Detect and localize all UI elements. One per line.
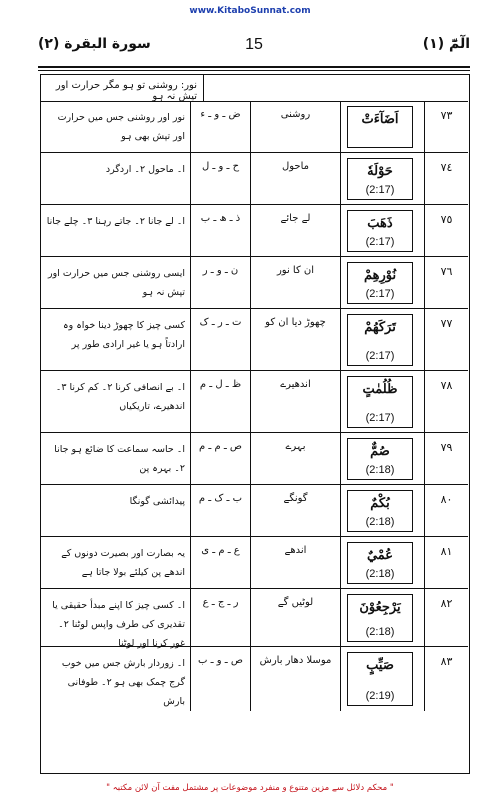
row-number: ٧٤ <box>440 161 453 174</box>
meaning-cell <box>41 101 191 152</box>
meaning-text: ا۔ حاسہ سماعت کا ضائع ہو جانا ۲۔ بہرہ پن <box>54 444 185 474</box>
simple-meaning: اندھے <box>284 545 307 556</box>
verse-reference: (2:17) <box>365 184 395 196</box>
simple-meaning: اندھیرے <box>280 379 311 390</box>
number-cell <box>425 371 468 432</box>
meaning-text: ا۔ زوردار بارش جس میں خوب گرج چمک بھی ہو ۲۔ طوفانی بارش <box>61 658 185 707</box>
row-number: ٧٦ <box>440 265 453 278</box>
simple-meaning-cell <box>251 257 341 308</box>
row-number: ٨٢ <box>440 597 453 610</box>
arabic-word: ظُلُمٰتٍ <box>362 382 398 397</box>
word-cell <box>341 537 425 588</box>
table-row <box>41 101 468 153</box>
row-number: ٧٥ <box>440 213 453 226</box>
verse-reference: (2:18) <box>365 464 395 476</box>
row-number: ٧٨ <box>440 379 453 392</box>
word-box <box>347 262 413 304</box>
root-cell <box>191 153 251 204</box>
simple-meaning: چھوڑ دیا ان کو <box>265 317 326 328</box>
root-cell <box>191 101 251 152</box>
row-number: ٨١ <box>440 545 453 558</box>
word-box <box>347 106 413 148</box>
simple-meaning: ماحول <box>281 161 310 172</box>
surah-title: سورة البقرة (٢) <box>38 36 151 52</box>
root-cell <box>191 589 251 646</box>
root-cell <box>191 433 251 484</box>
meaning-cell <box>41 433 191 484</box>
root-cell <box>191 257 251 308</box>
site-url[interactable]: www.KitaboSunnat.com <box>189 6 311 16</box>
simple-meaning: لوٹیں گے <box>277 597 314 608</box>
arabic-word: اَضَآءَتْ <box>361 112 399 127</box>
meaning-text: نور اور روشنی جس میں حرارت اور تپش بھی ہو <box>57 112 185 142</box>
verse-reference: (2:17) <box>365 236 395 248</box>
arabic-word: صُمٌّ <box>370 444 390 459</box>
number-cell <box>425 589 468 646</box>
simple-meaning-cell <box>251 371 341 432</box>
word-cell <box>341 589 425 646</box>
word-box <box>347 652 413 706</box>
table-row <box>41 647 468 711</box>
root-cell <box>191 309 251 370</box>
table-row <box>41 433 468 485</box>
meaning-cell <box>41 371 191 432</box>
simple-meaning: روشنی <box>280 109 311 120</box>
verse-reference: (2:17) <box>365 412 395 424</box>
meaning-cell <box>41 589 191 649</box>
simple-meaning-cell <box>251 101 341 152</box>
arabic-word: عُمْيٌ <box>366 548 394 563</box>
table-row <box>41 371 468 433</box>
number-cell <box>425 205 468 256</box>
meaning-cell <box>41 537 191 588</box>
arabic-word: صَيِّبٍ <box>366 658 394 673</box>
meaning-cell <box>41 647 191 711</box>
number-cell <box>425 101 468 152</box>
word-box <box>347 490 413 532</box>
row-number: ٧٧ <box>440 317 453 330</box>
simple-meaning: موسلا دھار بارش <box>259 655 332 666</box>
verse-reference: (2:18) <box>365 568 395 580</box>
root-cell <box>191 371 251 432</box>
arabic-word: ذَهَبَ <box>367 216 393 231</box>
simple-meaning: گونگے <box>283 493 308 504</box>
header-rule-thin <box>38 70 470 71</box>
meaning-text: ا۔ لے جانا ۲۔ جاتے رہنا ۳۔ چلے جانا <box>46 216 185 227</box>
table-row <box>41 537 468 589</box>
simple-meaning: بہرے <box>285 441 306 452</box>
word-cell <box>341 485 425 536</box>
table-row <box>41 485 468 537</box>
word-box <box>347 542 413 584</box>
row-number: ٨٠ <box>440 493 453 506</box>
root-letters: ذ ـ ھ ـ ب <box>200 213 241 224</box>
row-number: ٧٩ <box>440 441 453 454</box>
header-rule <box>38 66 470 68</box>
verse-reference: (2:18) <box>365 516 395 528</box>
root-letters: ص ـ و ـ ب <box>198 655 243 666</box>
meaning-text: پیدائشی گونگا <box>129 496 185 507</box>
verse-reference: (2:19) <box>365 690 395 702</box>
number-cell <box>425 485 468 536</box>
table-row <box>41 257 468 309</box>
number-cell <box>425 153 468 204</box>
simple-meaning-cell <box>251 309 341 370</box>
page-number: 15 <box>245 36 263 53</box>
word-cell <box>341 309 425 370</box>
arabic-word: بُكْمٌ <box>370 496 390 511</box>
meaning-text: یہ بصارت اور بصیرت دونوں کے اندھے پن کیلئے بولا جاتا ہے <box>61 548 185 578</box>
simple-meaning: ان کا نور <box>276 265 315 276</box>
meaning-cell <box>41 205 191 256</box>
simple-meaning-cell <box>251 433 341 484</box>
vocabulary-table <box>40 74 470 774</box>
continuation-row <box>41 75 468 102</box>
root-letters: ص ـ م ـ م <box>198 441 243 452</box>
verse-reference: (2:18) <box>365 626 395 638</box>
simple-meaning-cell <box>251 589 341 646</box>
word-cell <box>341 433 425 484</box>
word-cell <box>341 371 425 432</box>
root-cell <box>191 537 251 588</box>
row-number: ٨٣ <box>440 655 453 668</box>
root-letters: ض ـ و ـ ء <box>200 109 241 120</box>
arabic-word: يَرْجِعُوْنَ <box>359 600 401 615</box>
word-cell <box>341 205 425 256</box>
footer-tagline: " محکم دلائل سے مزین متنوع و منفرد موضوعات پر مشتمل مفت آن لائن مکتبہ " <box>106 783 394 793</box>
table-row <box>41 309 468 371</box>
table-row <box>41 153 468 205</box>
meaning-text: کسی چیز کا چھوڑ دینا خواہ وہ ارادتاً ہو یا غیر ارادی طور پر <box>63 320 185 350</box>
simple-meaning-cell <box>251 153 341 204</box>
root-cell <box>191 647 251 711</box>
number-cell <box>425 537 468 588</box>
meaning-cell <box>41 309 191 370</box>
word-cell <box>341 257 425 308</box>
table-row <box>41 589 468 647</box>
meaning-cell <box>41 153 191 204</box>
continuation-text: نور: روشنی تو ہو مگر حرارت اور تپش نہ ہو <box>55 80 197 102</box>
simple-meaning: لے جائے <box>280 213 311 224</box>
meaning-cell <box>41 485 191 536</box>
verse-reference: (2:17) <box>365 350 395 362</box>
root-letters: ح ـ و ـ ل <box>201 161 240 172</box>
meaning-text: ا۔ کسی چیز کا اپنے مبدأ حقیقی یا تقدیری کی طرف واپس لوٹنا ۲۔ غور کرنا اور لوٹنا <box>52 600 185 649</box>
root-letters: ن ـ و ـ ر <box>202 265 239 276</box>
root-cell <box>191 205 251 256</box>
word-box <box>347 314 413 366</box>
simple-meaning-cell <box>251 537 341 588</box>
arabic-word: تَرَكَهُمْ <box>364 320 396 335</box>
root-letters: ب ـ ک ـ م <box>198 493 243 504</box>
row-number: ٧٣ <box>440 109 453 122</box>
root-letters: ع ـ م ـ ی <box>201 545 240 556</box>
simple-meaning-cell <box>251 485 341 536</box>
simple-meaning-cell <box>251 647 341 711</box>
meaning-text: ا۔ بے انصافی کرنا ۲۔ کم کرنا ۳۔ اندھیرے، تاریکیاں <box>55 382 185 412</box>
word-box <box>347 376 413 428</box>
meaning-text: ایسی روشنی جس میں حرارت اور تپش نہ ہو <box>48 268 185 298</box>
number-cell <box>425 257 468 308</box>
word-box <box>347 438 413 480</box>
table-row <box>41 205 468 257</box>
word-cell <box>341 153 425 204</box>
root-letters: ت ـ ر ـ ک <box>199 317 242 328</box>
word-cell <box>341 101 425 152</box>
arabic-word: نُوْرِهِمْ <box>363 268 397 283</box>
word-box <box>347 210 413 252</box>
arabic-word: حَوْلَهٗ <box>367 164 393 179</box>
simple-meaning-cell <box>251 205 341 256</box>
word-box <box>347 158 413 200</box>
meaning-text: ا۔ ماحول ۲۔ اردگرد <box>105 164 185 175</box>
number-cell <box>425 309 468 370</box>
number-cell <box>425 647 468 711</box>
page-header <box>38 36 470 62</box>
word-cell <box>341 647 425 711</box>
root-letters: ظ ـ ل ـ م <box>199 379 242 390</box>
root-cell <box>191 485 251 536</box>
root-letters: ر ـ ج ـ ع <box>202 597 239 608</box>
word-box <box>347 594 413 642</box>
continuation-meaning-cell <box>41 75 204 101</box>
number-cell <box>425 433 468 484</box>
verse-reference: (2:17) <box>365 288 395 300</box>
para-title: الٓمّٓ (١) <box>422 36 470 52</box>
meaning-cell <box>41 257 191 308</box>
